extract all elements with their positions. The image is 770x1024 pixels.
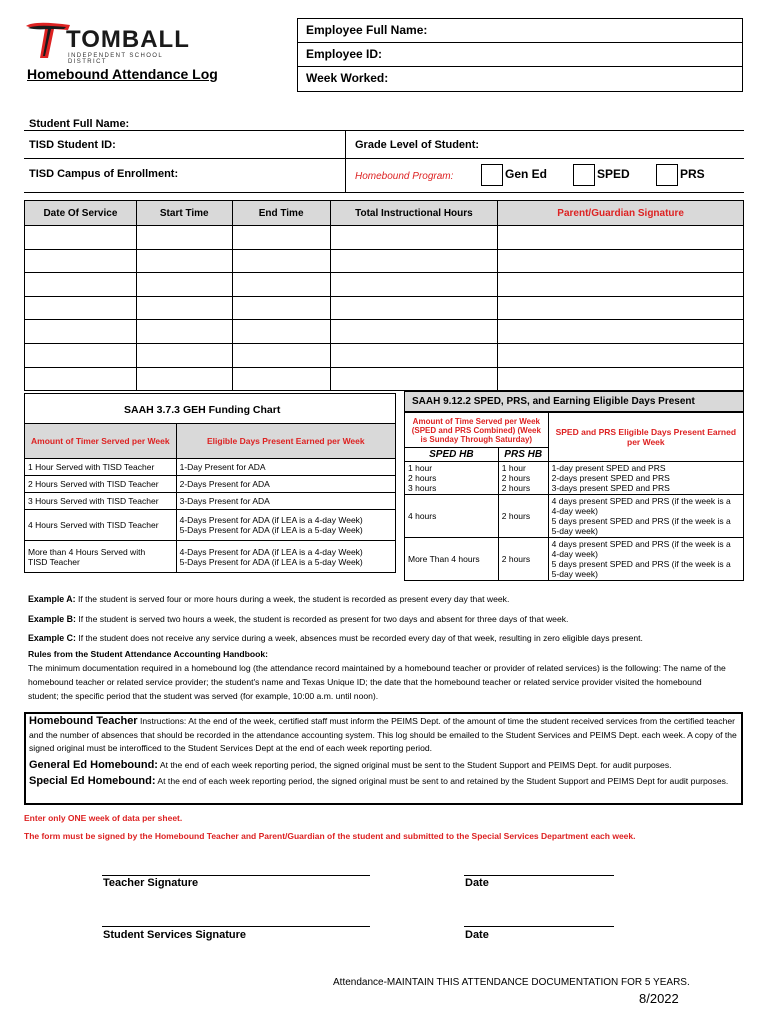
log-cell[interactable] bbox=[330, 273, 498, 297]
employee-id-field[interactable]: Employee ID: bbox=[298, 43, 742, 67]
col-date-of-service: Date Of Service bbox=[25, 201, 137, 226]
prs-label: PRS bbox=[680, 167, 705, 182]
example-c-text: If the student does not receive any service during a week, absences must be recorded every day of that week, resulting in zero eligible days present. bbox=[75, 633, 643, 643]
geh-cell: 1 Hour Served with TISD Teacher bbox=[25, 459, 177, 476]
example-c bbox=[28, 631, 748, 645]
geh-cell: 2 Hours Served with TISD Teacher bbox=[25, 476, 177, 493]
sped-cell: 1-day present SPED and PRS 2-days present SPED and PRS 3-days present SPED and PRS bbox=[548, 462, 743, 495]
homebound-program-label: Homebound Program: bbox=[355, 171, 454, 182]
log-cell[interactable] bbox=[25, 343, 137, 367]
log-cell[interactable] bbox=[330, 249, 498, 273]
sped-cell: 4 days present SPED and PRS (if the week is a 4-day week) 5 days present SPED and PRS (if the week is a 5-day week) bbox=[548, 495, 743, 538]
grade-level-field[interactable]: Grade Level of Student: bbox=[355, 139, 480, 151]
log-cell[interactable] bbox=[136, 320, 232, 344]
sped-cell: 4 hours bbox=[405, 495, 499, 538]
log-cell[interactable] bbox=[25, 296, 137, 320]
log-cell[interactable] bbox=[232, 320, 330, 344]
log-row bbox=[25, 296, 744, 320]
log-cell[interactable] bbox=[330, 226, 498, 250]
sped-label: Special Ed Homebound: bbox=[29, 775, 156, 787]
log-cell[interactable] bbox=[498, 367, 744, 391]
log-row bbox=[25, 320, 744, 344]
program-prs[interactable] bbox=[656, 164, 705, 186]
example-b-label: Example B: bbox=[28, 614, 76, 624]
sped-checkbox[interactable] bbox=[573, 164, 595, 186]
sped-cell: 2 hours bbox=[498, 538, 548, 581]
campus-field[interactable]: TISD Campus of Enrollment: bbox=[29, 168, 179, 180]
log-cell[interactable] bbox=[330, 320, 498, 344]
student-name-field[interactable]: Student Full Name: bbox=[29, 118, 130, 130]
signature-note: The form must be signed by the Homebound Teacher and Parent/Guardian of the student and submitted to the Special Services Department each week. bbox=[24, 831, 636, 841]
example-a bbox=[28, 592, 748, 606]
student-id-field[interactable]: TISD Student ID: bbox=[29, 139, 116, 151]
student-services-signature-label: Student Services Signature bbox=[103, 929, 247, 941]
sped-cell: 2 hours bbox=[498, 495, 548, 538]
log-row bbox=[25, 367, 744, 391]
hb-teacher-label: Homebound Teacher bbox=[29, 715, 138, 727]
sped-cell: More Than 4 hours bbox=[405, 538, 499, 581]
employee-info-box bbox=[297, 18, 743, 92]
date-label-2: Date bbox=[465, 929, 489, 941]
program-gen-ed[interactable] bbox=[481, 164, 547, 186]
divider bbox=[345, 130, 346, 192]
service-log-table bbox=[24, 200, 744, 391]
sped-label: SPED bbox=[597, 167, 630, 182]
log-cell[interactable] bbox=[136, 296, 232, 320]
gen-ed-label: General Ed Homebound: bbox=[29, 758, 158, 771]
example-a-text: If the student is served four or more hours during a week, the student is recorded as present every day that week. bbox=[75, 594, 510, 604]
log-cell[interactable] bbox=[232, 273, 330, 297]
prs-checkbox[interactable] bbox=[656, 164, 678, 186]
geh-cell: 1-Day Present for ADA bbox=[176, 459, 395, 476]
log-row bbox=[25, 226, 744, 250]
hb-teacher-text: Instructions: At the end of the week, certified staff must inform the PEIMS Dept. of the amount of time the student received services from the certified teacher and the number of absences that should be recorded in the attendance accounting system. This log should be emailed to the Student Services and PEIMS Dept. each week. A copy of the signed original must be interofficed to the Student Services Dept at the end of each week reporting period. bbox=[29, 716, 737, 753]
geh-cell: 3 Hours Served with TISD Teacher bbox=[25, 493, 177, 510]
sped-chart-title: SAAH 9.12.2 SPED, PRS, and Earning Eligible Days Present bbox=[412, 396, 695, 407]
sped-cell: 1 hour 2 hours 3 hours bbox=[405, 462, 499, 495]
log-cell[interactable] bbox=[25, 273, 137, 297]
log-cell[interactable] bbox=[232, 367, 330, 391]
sped-col-days: SPED and PRS Eligible Days Present Earned per Week bbox=[548, 413, 743, 462]
logo-subtitle: INDEPENDENT SCHOOL DISTRICT bbox=[68, 53, 163, 65]
teacher-signature-line[interactable] bbox=[102, 875, 370, 876]
sped-cell: 1 hour 2 hours 2 hours bbox=[498, 462, 548, 495]
log-cell[interactable] bbox=[25, 320, 137, 344]
geh-cell: 4-Days Present for ADA (if LEA is a 4-day Week) 5-Days Present for ADA (if LEA is a 5-day Week) bbox=[176, 510, 395, 541]
col-end-time: End Time bbox=[232, 201, 330, 226]
sped-instructions bbox=[29, 775, 738, 789]
prs-hb-header: PRS HB bbox=[498, 448, 548, 462]
geh-cell: 3-Days Present for ADA bbox=[176, 493, 395, 510]
log-cell[interactable] bbox=[136, 226, 232, 250]
log-cell[interactable] bbox=[25, 226, 137, 250]
employee-name-field[interactable]: Employee Full Name: bbox=[298, 19, 742, 43]
rules-heading: Rules from the Student Attendance Accounting Handbook: bbox=[28, 649, 268, 659]
gen-ed-checkbox[interactable] bbox=[481, 164, 503, 186]
geh-cell: 4-Days Present for ADA (if LEA is a 4-day Week) 5-Days Present for ADA (if LEA is a 5-day Week) bbox=[176, 541, 395, 573]
log-cell[interactable] bbox=[330, 343, 498, 367]
gen-ed-instructions bbox=[29, 759, 738, 773]
date-line-2[interactable] bbox=[464, 926, 614, 927]
log-row bbox=[25, 273, 744, 297]
homebound-teacher-instructions bbox=[29, 715, 738, 756]
log-cell[interactable] bbox=[498, 273, 744, 297]
week-worked-field[interactable]: Week Worked: bbox=[306, 71, 389, 85]
gen-ed-text: At the end of each week reporting period, the signed original must be sent to the Student Support and PEIMS Dept. for audit purposes. bbox=[157, 759, 672, 770]
log-cell[interactable] bbox=[498, 226, 744, 250]
example-c-label: Example C: bbox=[28, 633, 76, 643]
sped-col-time: Amount of Time Served per Week (SPED and PRS Combined) (Week is Sunday Through Saturday) bbox=[405, 413, 549, 448]
log-cell[interactable] bbox=[25, 249, 137, 273]
geh-cell: More than 4 Hours Served with TISD Teacher bbox=[25, 541, 177, 573]
divider bbox=[24, 158, 744, 159]
program-sped[interactable] bbox=[573, 164, 630, 186]
log-cell[interactable] bbox=[136, 273, 232, 297]
tomball-t-icon bbox=[24, 22, 72, 60]
log-cell[interactable] bbox=[232, 226, 330, 250]
log-row bbox=[25, 249, 744, 273]
sped-cell: 4 days present SPED and PRS (if the week is a 4-day week) 5 days present SPED and PRS (if the week is a 5-day week) bbox=[548, 538, 743, 581]
sped-prs-chart bbox=[404, 412, 744, 581]
geh-col-time: Amount of Timer Served per Week bbox=[25, 424, 177, 459]
example-b bbox=[28, 612, 748, 626]
teacher-signature-label: Teacher Signature bbox=[103, 877, 199, 889]
geh-funding-chart bbox=[24, 423, 396, 573]
log-cell[interactable] bbox=[136, 249, 232, 273]
date-label-1: Date bbox=[465, 877, 489, 889]
date-line-1[interactable] bbox=[464, 875, 614, 876]
geh-cell: 2-Days Present for ADA bbox=[176, 476, 395, 493]
log-cell[interactable] bbox=[25, 367, 137, 391]
log-cell[interactable] bbox=[232, 343, 330, 367]
log-cell[interactable] bbox=[136, 343, 232, 367]
log-cell[interactable] bbox=[330, 367, 498, 391]
student-services-signature-line[interactable] bbox=[102, 926, 370, 927]
example-b-text: If the student is served two hours a week, the student is recorded as present for two days and absent for three days of that week. bbox=[75, 614, 569, 624]
sped-hb-header: SPED HB bbox=[405, 448, 499, 462]
divider bbox=[24, 192, 744, 193]
gen-ed-label: Gen Ed bbox=[505, 167, 548, 182]
log-cell[interactable] bbox=[232, 249, 330, 273]
log-cell[interactable] bbox=[330, 296, 498, 320]
geh-col-days: Eligible Days Present Earned per Week bbox=[176, 424, 395, 459]
log-cell[interactable] bbox=[136, 367, 232, 391]
col-total-hours: Total Instructional Hours bbox=[330, 201, 498, 226]
logo-wordmark: TOMBALL bbox=[66, 26, 190, 53]
sped-text: At the end of each week reporting period, the signed original must be sent to and retained by the Student Support and PEIMS Dept for audit purposes. bbox=[155, 776, 729, 786]
log-cell[interactable] bbox=[232, 296, 330, 320]
instructions-box bbox=[24, 712, 743, 805]
log-cell[interactable] bbox=[498, 343, 744, 367]
log-row bbox=[25, 343, 744, 367]
geh-chart-title: SAAH 3.7.3 GEH Funding Chart bbox=[124, 404, 281, 416]
example-a-label: Example A: bbox=[28, 594, 76, 604]
one-week-note: Enter only ONE week of data per sheet. bbox=[24, 813, 183, 823]
retention-note: Attendance-MAINTAIN THIS ATTENDANCE DOCUMENTATION FOR 5 YEARS. bbox=[333, 977, 690, 988]
tomball-logo bbox=[24, 20, 204, 65]
log-cell[interactable] bbox=[498, 320, 744, 344]
divider bbox=[24, 130, 744, 131]
log-cell[interactable] bbox=[498, 249, 744, 273]
col-parent-signature: Parent/Guardian Signature bbox=[498, 201, 744, 226]
revision-date: 8/2022 bbox=[639, 991, 679, 1006]
rules-text: The minimum documentation required in a homebound log (the attendance record maintained by a homebound teacher or provider of related services) is the following: The name of the homebound teacher or related service provider; the student's name and Texas Unique ID; the date that the homebound teacher or related service provider visited the homebound student; the specific period that the student was served (for example, 10:00 a.m. until noon). bbox=[28, 663, 726, 701]
col-start-time: Start Time bbox=[136, 201, 232, 226]
page-title: Homebound Attendance Log bbox=[27, 66, 218, 82]
geh-cell: 4 Hours Served with TISD Teacher bbox=[25, 510, 177, 541]
log-cell[interactable] bbox=[498, 296, 744, 320]
